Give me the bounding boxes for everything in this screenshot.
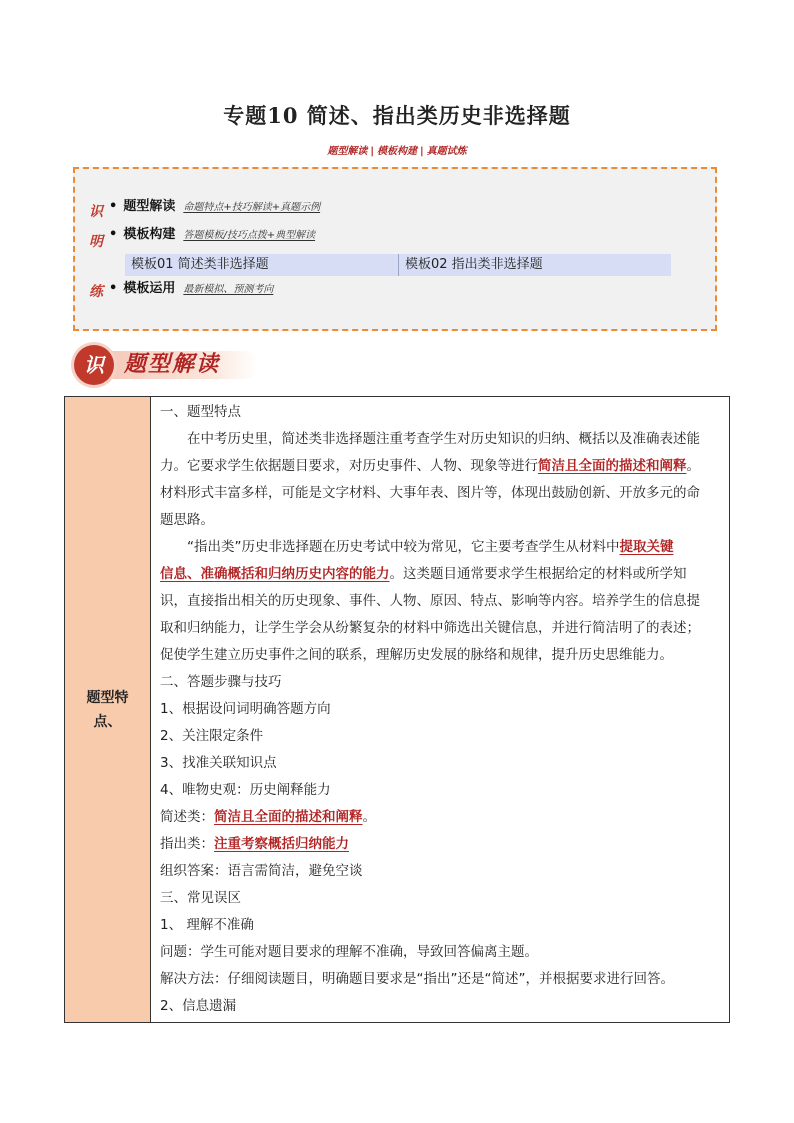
para2-line: 促使学生建立历史事件之间的联系，理解历史发展的脉络和规律，提升历史思维能力。	[160, 647, 673, 663]
badge-label: 题型解读	[124, 352, 221, 377]
left-label-line-1: 题型特	[86, 689, 129, 706]
para1-line: 题思路。	[160, 512, 214, 528]
mistake-item: 1、 理解不准确	[160, 917, 254, 933]
subtitle-item-1: 题型解读	[327, 146, 368, 157]
heading-1: 一、题型特点	[160, 404, 241, 420]
table-content	[151, 397, 730, 1023]
step-item: 简述类：简洁且全面的描述和阐释。	[160, 809, 376, 825]
overview-box	[73, 167, 717, 331]
overview-row-label: 模板构建	[123, 227, 176, 242]
para2-line: 信息、准确概括和归纳历史内容的能力。这类题目通常要求学生根据给定的材料或所学知	[160, 566, 687, 582]
template-cell-1[interactable]: 模板01 简述类非选择题	[131, 257, 269, 272]
template-cell-2[interactable]: 模板02 指出类非选择题	[398, 254, 671, 276]
left-label-line-2: 点、	[93, 713, 122, 730]
side-char-2: 明	[89, 234, 103, 250]
subtitle-nav: 题型解读 | 模板构建 | 真题试炼	[327, 146, 467, 157]
para1-line: 在中考历史里，简述类非选择题注重考查学生对历史知识的归纳、概括以及准确表述能	[187, 431, 700, 447]
mistake-item: 问题：学生可能对题目要求的理解不准确，导致回答偏离主题。	[160, 944, 538, 960]
highlight-text: 信息、准确概括和归纳历史内容的能力	[160, 566, 390, 582]
content-table	[64, 396, 730, 1023]
mistake-item: 2、信息遗漏	[160, 998, 237, 1014]
para2-line: 取和归纳能力，让学生学会从纷繁复杂的材料中筛选出关键信息，并进行简洁明了的表述；	[160, 620, 700, 636]
highlight-text: 注重考察概括归纳能力	[214, 836, 349, 852]
mistake-item: 解决方法：仔细阅读题目，明确题目要求是“指出”还是“简述”，并根据要求进行回答。	[160, 971, 674, 987]
para2-line: 识，直接指出相关的历史现象、事件、人物、原因、特点、影响等内容。培养学生的信息提	[160, 593, 700, 609]
badge-circle-icon: 识	[74, 345, 114, 385]
overview-row-label: 题型解读	[123, 199, 176, 214]
side-char-1: 识	[89, 204, 103, 220]
overview-row-desc: 最新模拟、预测考向	[183, 284, 274, 295]
highlight-text: 提取关键	[619, 539, 674, 555]
overview-row-1: • 题型解读 命题特点+技巧解读+真题示例	[109, 199, 321, 214]
para2-line: “指出类”历史非选择题在历史考试中较为常见，它主要考查学生从材料中提取关键	[187, 539, 674, 555]
template-bar	[125, 254, 671, 276]
table-left-label	[65, 397, 151, 1023]
subtitle-item-3: 真题试炼	[426, 146, 467, 157]
overview-row-desc: 命题特点+技巧解读+真题示例	[183, 202, 321, 213]
overview-row-desc: 答题模板/技巧点拨+典型解读	[183, 230, 316, 241]
heading-3: 三、常见误区	[160, 890, 241, 906]
step-item: 组织答案：语言需简洁，避免空谈	[160, 863, 363, 879]
overview-row-2: • 模板构建 答题模板/技巧点拨+典型解读	[109, 227, 316, 242]
para1-line: 材料形式丰富多样，可能是文字材料、大事年表、图片等，体现出鼓励创新、开放多元的命	[160, 485, 700, 501]
heading-2: 二、答题步骤与技巧	[160, 674, 282, 690]
highlight-text: 简洁且全面的描述和阐释	[538, 458, 687, 474]
section-badge	[74, 345, 259, 385]
step-item: 4、唯物史观：历史阐释能力	[160, 782, 331, 798]
step-item: 3、找准关联知识点	[160, 755, 277, 771]
subtitle-item-2: 模板构建	[377, 146, 417, 157]
overview-row-3: • 模板运用 最新模拟、预测考向	[109, 281, 274, 296]
page-title: 专题10 简述、指出类历史非选择题	[223, 103, 571, 128]
highlight-text: 简洁且全面的描述和阐释	[214, 809, 363, 825]
step-item: 指出类：注重考察概括归纳能力	[160, 836, 349, 852]
step-item: 2、关注限定条件	[160, 728, 264, 744]
overview-row-label: 模板运用	[123, 281, 176, 296]
side-char-3: 练	[89, 284, 103, 300]
step-item: 1、根据设问词明确答题方向	[160, 701, 331, 717]
para1-line: 力。它要求学生依据题目要求，对历史事件、人物、现象等进行简洁且全面的描述和阐释。	[160, 458, 700, 474]
